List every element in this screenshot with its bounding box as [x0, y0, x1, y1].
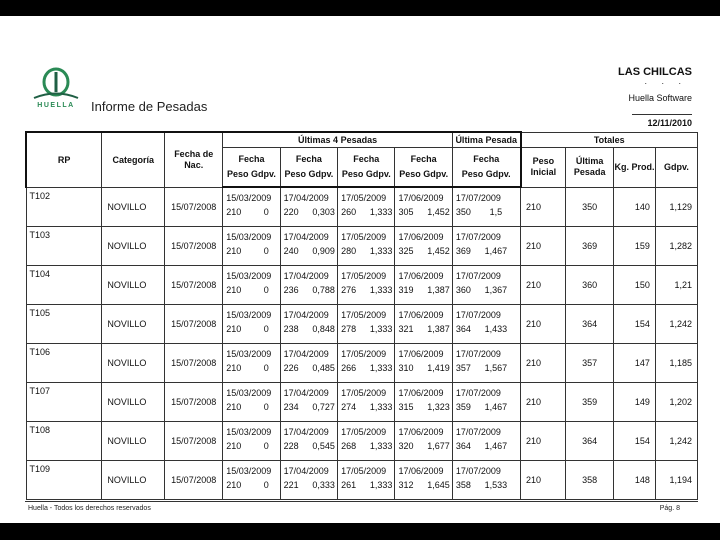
pesada-date: 17/06/2009 — [398, 271, 444, 281]
company-dots: . . . — [644, 76, 687, 86]
cell-pesada-4 — [452, 461, 520, 500]
footer-rule — [25, 501, 698, 502]
pesada-date: 17/05/2009 — [341, 466, 387, 476]
pesada-gdpv: 0,727 — [312, 402, 335, 412]
table-row — [26, 305, 698, 344]
cell-pesada-2 — [338, 344, 395, 383]
cell-categoria: NOVILLO — [102, 227, 165, 266]
pesada-peso: 325 — [398, 246, 414, 256]
cell-peso-inicial: 210 — [521, 422, 566, 461]
pesada-peso: 260 — [341, 207, 357, 217]
cell-gdpv: 1,185 — [655, 344, 697, 383]
fecha-header-3: Fecha Peso Gdpv. — [338, 148, 395, 188]
cell-pesada-2 — [338, 266, 395, 305]
cell-ultima-pesada: 364 — [566, 305, 614, 344]
pesada-peso: 320 — [398, 441, 414, 451]
pesada-peso: 228 — [283, 441, 299, 451]
pesada-gdpv: 1,387 — [427, 324, 450, 334]
pesada-gdpv: 1,387 — [427, 285, 450, 295]
cell-pesada-3 — [395, 227, 452, 266]
pesada-gdpv: 0 — [263, 324, 269, 334]
pesada-gdpv: 1,333 — [369, 246, 393, 256]
report-title: Informe de Pesadas — [91, 99, 208, 114]
cell-rp: T106 — [26, 344, 102, 383]
cell-pesada-3 — [395, 266, 452, 305]
pesada-peso: 261 — [341, 480, 357, 490]
pesada-peso: 357 — [455, 363, 471, 373]
pesada-peso: 358 — [455, 480, 471, 490]
cell-categoria: NOVILLO — [102, 187, 165, 227]
cell-kg-prod: 150 — [614, 266, 656, 305]
pesada-date: 15/03/2009 — [226, 427, 272, 437]
pesada-peso: 369 — [455, 246, 471, 256]
cell-rp: T102 — [26, 187, 102, 227]
cell-ultima-pesada: 360 — [566, 266, 614, 305]
cell-peso-inicial: 210 — [521, 187, 566, 227]
footer-copyright: Huella - Todos los derechos reservados — [28, 505, 151, 512]
pesada-peso: 315 — [398, 402, 414, 412]
cell-pesada-4 — [452, 266, 520, 305]
pesada-peso: 278 — [341, 324, 357, 334]
cell-rp: T108 — [26, 422, 102, 461]
pesada-peso: 210 — [226, 480, 242, 490]
cell-pesada-3 — [395, 461, 452, 500]
pesada-gdpv: 0 — [263, 363, 269, 373]
cell-fecha-nac: 15/07/2008 — [165, 383, 223, 422]
pesada-date: 17/04/2009 — [283, 427, 329, 437]
cell-rp: T107 — [26, 383, 102, 422]
cell-peso-inicial: 210 — [521, 461, 566, 500]
pesada-peso: 276 — [341, 285, 357, 295]
fecha-header-ultima: Fecha Peso Gdpv. — [452, 148, 520, 188]
pesada-date: 17/05/2009 — [341, 310, 387, 320]
cell-pesada-0 — [223, 266, 280, 305]
cell-pesada-4 — [452, 344, 520, 383]
cell-pesada-0 — [223, 344, 280, 383]
fecha-header-4: Fecha Peso Gdpv. — [395, 148, 452, 188]
cell-categoria: NOVILLO — [102, 383, 165, 422]
company-name: LAS CHILCAS — [618, 66, 692, 78]
pesada-gdpv: 1,333 — [369, 285, 393, 295]
table-row — [26, 461, 698, 500]
totales-col-2: Kg. Prod. — [614, 148, 656, 188]
pesada-date: 17/04/2009 — [283, 349, 329, 359]
pesada-peso: 221 — [283, 480, 299, 490]
pesada-date: 17/04/2009 — [283, 388, 329, 398]
cell-peso-inicial: 210 — [521, 227, 566, 266]
table-row — [26, 266, 698, 305]
col-categoria: Categoría — [102, 132, 165, 187]
pesada-peso: 226 — [283, 363, 299, 373]
pesada-date: 15/03/2009 — [226, 271, 272, 281]
pesada-date: 17/07/2009 — [455, 466, 501, 476]
pesada-date: 17/05/2009 — [341, 427, 387, 437]
table-row — [26, 344, 698, 383]
pesada-peso: 220 — [283, 207, 299, 217]
pesada-peso: 359 — [455, 402, 471, 412]
pesada-gdpv: 0,545 — [312, 441, 335, 451]
cell-fecha-nac: 15/07/2008 — [165, 461, 223, 500]
pesada-gdpv: 0 — [263, 207, 269, 217]
cell-pesada-2 — [338, 383, 395, 422]
pesada-peso: 210 — [226, 285, 242, 295]
cell-gdpv: 1,242 — [655, 305, 697, 344]
cell-pesada-4 — [452, 227, 520, 266]
pesada-peso: 266 — [341, 363, 357, 373]
pesada-gdpv: 0 — [263, 480, 269, 490]
cell-fecha-nac: 15/07/2008 — [165, 422, 223, 461]
pesada-date: 17/04/2009 — [283, 232, 329, 242]
cell-pesada-1 — [280, 422, 337, 461]
cell-rp: T105 — [26, 305, 102, 344]
cell-rp: T103 — [26, 227, 102, 266]
pesada-gdpv: 1,323 — [427, 402, 450, 412]
totales-col-0: Peso Inicial — [521, 148, 566, 188]
pesada-date: 15/03/2009 — [226, 310, 272, 320]
cell-rp: T109 — [26, 461, 102, 500]
fecha-header-2: Fecha Peso Gdpv. — [280, 148, 337, 188]
pesada-gdpv: 0 — [263, 402, 269, 412]
pesada-date: 17/04/2009 — [283, 466, 329, 476]
pesada-peso: 210 — [226, 363, 242, 373]
cell-ultima-pesada: 369 — [566, 227, 614, 266]
pesada-peso: 364 — [455, 324, 471, 334]
pesada-peso: 360 — [455, 285, 471, 295]
pesada-date: 15/03/2009 — [226, 193, 272, 203]
cell-ultima-pesada: 350 — [566, 187, 614, 227]
pesada-date: 17/05/2009 — [341, 349, 387, 359]
pesada-date: 15/03/2009 — [226, 466, 272, 476]
cell-categoria: NOVILLO — [102, 266, 165, 305]
cell-pesada-3 — [395, 305, 452, 344]
weighings-table — [25, 131, 698, 500]
pesada-gdpv: 1,567 — [484, 363, 508, 373]
cell-ultima-pesada: 358 — [566, 461, 614, 500]
cell-fecha-nac: 15/07/2008 — [165, 266, 223, 305]
pesada-gdpv: 1,367 — [484, 285, 508, 295]
pesada-gdpv: 0 — [263, 441, 269, 451]
cell-kg-prod: 159 — [614, 227, 656, 266]
table-body — [26, 187, 698, 500]
page-number: Pág. 8 — [659, 505, 680, 512]
pesada-gdpv: 0,303 — [312, 207, 335, 217]
pesada-gdpv: 1,5 — [489, 207, 503, 217]
cell-peso-inicial: 210 — [521, 305, 566, 344]
cell-kg-prod: 140 — [614, 187, 656, 227]
pesada-date: 17/05/2009 — [341, 271, 387, 281]
cell-pesada-0 — [223, 461, 280, 500]
pesada-gdpv: 0,485 — [312, 363, 335, 373]
cell-peso-inicial: 210 — [521, 383, 566, 422]
pesada-peso: 280 — [341, 246, 357, 256]
pesada-peso: 268 — [341, 441, 357, 451]
cell-ultima-pesada: 357 — [566, 344, 614, 383]
table-row — [26, 187, 698, 227]
pesada-gdpv: 1,677 — [427, 441, 450, 451]
cell-gdpv: 1,21 — [655, 266, 697, 305]
cell-pesada-2 — [338, 187, 395, 227]
cell-pesada-4 — [452, 187, 520, 227]
pesada-peso: 238 — [283, 324, 299, 334]
pesada-date: 17/04/2009 — [283, 193, 329, 203]
cell-pesada-1 — [280, 266, 337, 305]
pesada-peso: 312 — [398, 480, 414, 490]
pesada-gdpv: 0,909 — [312, 246, 335, 256]
pesada-gdpv: 1,452 — [427, 246, 450, 256]
cell-pesada-4 — [452, 422, 520, 461]
pesada-gdpv: 0 — [263, 246, 269, 256]
pesada-date: 17/07/2009 — [455, 349, 501, 359]
cell-categoria: NOVILLO — [102, 461, 165, 500]
pesada-date: 17/06/2009 — [398, 193, 444, 203]
pesada-date: 17/07/2009 — [455, 232, 501, 242]
pesada-peso: 210 — [226, 402, 242, 412]
pesada-date: 17/07/2009 — [455, 271, 501, 281]
cell-pesada-0 — [223, 422, 280, 461]
pesada-peso: 240 — [283, 246, 299, 256]
cell-pesada-0 — [223, 227, 280, 266]
pesada-peso: 210 — [226, 324, 242, 334]
cell-pesada-1 — [280, 227, 337, 266]
pesada-peso: 210 — [226, 207, 242, 217]
cell-gdpv: 1,129 — [655, 187, 697, 227]
cell-fecha-nac: 15/07/2008 — [165, 305, 223, 344]
report-date: 12/11/2010 — [647, 118, 692, 128]
pesada-date: 17/05/2009 — [341, 232, 387, 242]
cell-gdpv: 1,282 — [655, 227, 697, 266]
pesada-peso: 210 — [226, 441, 242, 451]
cell-pesada-2 — [338, 305, 395, 344]
cell-pesada-0 — [223, 187, 280, 227]
pesada-date: 17/05/2009 — [341, 193, 387, 203]
pesada-date: 15/03/2009 — [226, 388, 272, 398]
pesada-date: 17/07/2009 — [455, 310, 501, 320]
cell-kg-prod: 148 — [614, 461, 656, 500]
group-ultima: Última Pesada — [452, 132, 520, 148]
pesada-date: 17/06/2009 — [398, 349, 444, 359]
pesada-gdpv: 1,333 — [369, 402, 393, 412]
pesada-gdpv: 1,467 — [484, 402, 508, 412]
pesada-date: 17/06/2009 — [398, 466, 444, 476]
cell-pesada-3 — [395, 383, 452, 422]
pesada-date: 17/06/2009 — [398, 232, 444, 242]
cell-pesada-2 — [338, 227, 395, 266]
pesada-gdpv: 1,333 — [369, 441, 393, 451]
pesada-date: 15/03/2009 — [226, 349, 272, 359]
pesada-peso: 236 — [283, 285, 299, 295]
report-page — [0, 16, 720, 523]
pesada-date: 17/07/2009 — [455, 427, 501, 437]
pesada-gdpv: 1,333 — [369, 207, 393, 217]
cell-peso-inicial: 210 — [521, 344, 566, 383]
pesada-gdpv: 1,419 — [427, 363, 450, 373]
pesada-peso: 234 — [283, 402, 299, 412]
date-rule — [632, 114, 692, 115]
cell-ultima-pesada: 364 — [566, 422, 614, 461]
cell-categoria: NOVILLO — [102, 305, 165, 344]
group-ultimas-4: Últimas 4 Pesadas — [223, 132, 453, 148]
col-rp: RP — [26, 132, 102, 187]
logo-wordmark: HUELLA — [37, 102, 75, 109]
table-row — [26, 227, 698, 266]
pesada-peso: 310 — [398, 363, 414, 373]
cell-pesada-1 — [280, 187, 337, 227]
cell-peso-inicial: 210 — [521, 266, 566, 305]
cell-kg-prod: 147 — [614, 344, 656, 383]
cell-pesada-3 — [395, 344, 452, 383]
table-row — [26, 383, 698, 422]
pesada-gdpv: 1,333 — [369, 324, 393, 334]
pesada-date: 17/06/2009 — [398, 427, 444, 437]
cell-ultima-pesada: 359 — [566, 383, 614, 422]
pesada-gdpv: 1,533 — [484, 480, 508, 490]
fecha-header-1: Fecha Peso Gdpv. — [223, 148, 280, 188]
pesada-gdpv: 1,467 — [484, 246, 508, 256]
col-fecha-nac: Fecha de Nac. — [165, 132, 223, 187]
pesada-gdpv: 0,848 — [312, 324, 335, 334]
pesada-peso: 319 — [398, 285, 414, 295]
pesada-gdpv: 1,467 — [484, 441, 508, 451]
cell-categoria: NOVILLO — [102, 344, 165, 383]
cell-kg-prod: 154 — [614, 305, 656, 344]
cell-pesada-4 — [452, 305, 520, 344]
cell-kg-prod: 149 — [614, 383, 656, 422]
pesada-date: 17/04/2009 — [283, 310, 329, 320]
cell-rp: T104 — [26, 266, 102, 305]
cell-gdpv: 1,202 — [655, 383, 697, 422]
cell-fecha-nac: 15/07/2008 — [165, 344, 223, 383]
pesada-gdpv: 0,788 — [312, 285, 335, 295]
cell-pesada-0 — [223, 383, 280, 422]
cell-pesada-1 — [280, 344, 337, 383]
totales-col-1: Última Pesada — [566, 148, 614, 188]
cell-pesada-0 — [223, 305, 280, 344]
cell-fecha-nac: 15/07/2008 — [165, 187, 223, 227]
cell-pesada-1 — [280, 461, 337, 500]
cell-fecha-nac: 15/07/2008 — [165, 227, 223, 266]
cell-gdpv: 1,194 — [655, 461, 697, 500]
cell-categoria: NOVILLO — [102, 422, 165, 461]
pesada-date: 17/04/2009 — [283, 271, 329, 281]
cell-pesada-1 — [280, 383, 337, 422]
cell-kg-prod: 154 — [614, 422, 656, 461]
pesada-peso: 321 — [398, 324, 414, 334]
pesada-date: 17/07/2009 — [455, 388, 501, 398]
totales-col-3: Gdpv. — [655, 148, 697, 188]
pesada-gdpv: 1,433 — [484, 324, 508, 334]
pesada-peso: 274 — [341, 402, 357, 412]
pesada-gdpv: 1,645 — [427, 480, 450, 490]
cell-pesada-4 — [452, 383, 520, 422]
software-name: Huella Software — [628, 93, 692, 103]
cell-pesada-3 — [395, 187, 452, 227]
cell-pesada-2 — [338, 461, 395, 500]
pesada-date: 17/06/2009 — [398, 310, 444, 320]
pesada-gdpv: 1,333 — [369, 480, 393, 490]
cell-pesada-1 — [280, 305, 337, 344]
pesada-date: 17/07/2009 — [455, 193, 501, 203]
pesada-gdpv: 0,333 — [312, 480, 335, 490]
cell-pesada-2 — [338, 422, 395, 461]
pesada-peso: 364 — [455, 441, 471, 451]
pesada-gdpv: 0 — [263, 285, 269, 295]
pesada-gdpv: 1,333 — [369, 363, 393, 373]
table-row — [26, 422, 698, 461]
pesada-peso: 350 — [455, 207, 471, 217]
pesada-date: 17/06/2009 — [398, 388, 444, 398]
cell-pesada-3 — [395, 422, 452, 461]
pesada-date: 17/05/2009 — [341, 388, 387, 398]
cell-gdpv: 1,242 — [655, 422, 697, 461]
group-totales: Totales — [521, 132, 698, 148]
pesada-gdpv: 1,452 — [427, 207, 450, 217]
pesada-peso: 305 — [398, 207, 414, 217]
pesada-date: 15/03/2009 — [226, 232, 272, 242]
pesada-peso: 210 — [226, 246, 242, 256]
